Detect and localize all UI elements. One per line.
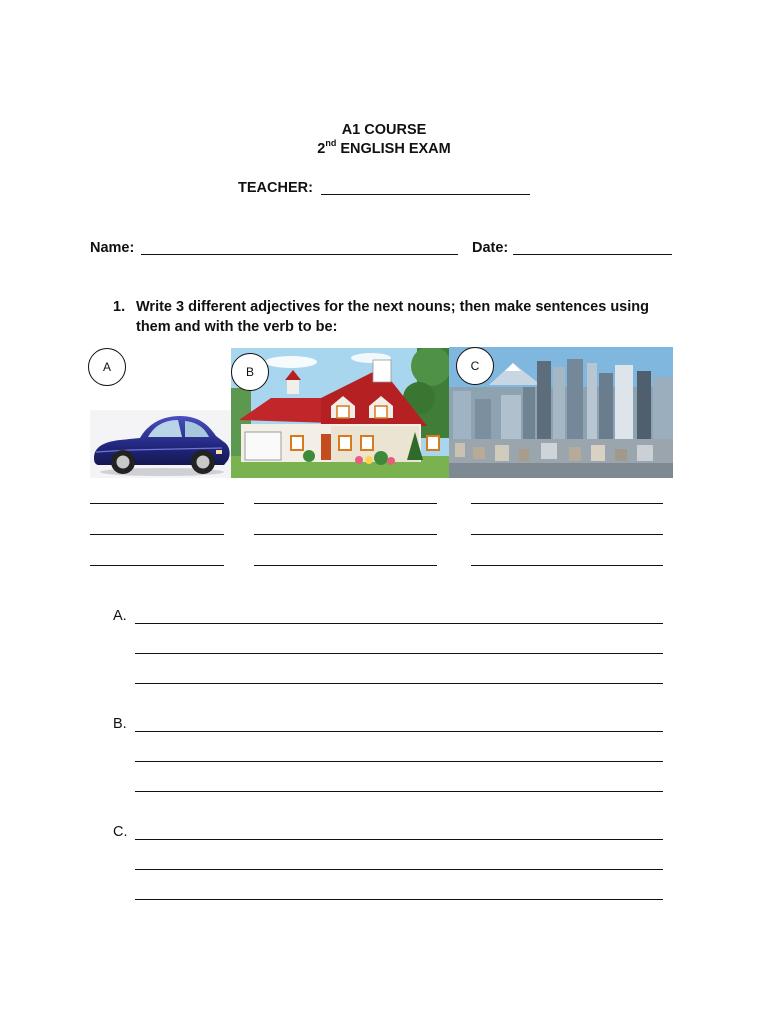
teacher-field[interactable]	[321, 194, 530, 195]
adjective-field-b2[interactable]	[254, 534, 437, 535]
date-field[interactable]	[513, 254, 672, 255]
car-image	[90, 410, 231, 478]
sentence-field-a2[interactable]	[135, 653, 663, 654]
sentence-label-c: C.	[113, 824, 128, 840]
exam-title: 2nd ENGLISH EXAM	[317, 138, 451, 157]
adjective-field-b3[interactable]	[254, 565, 437, 566]
sentence-field-a3[interactable]	[135, 683, 663, 684]
adjective-field-c3[interactable]	[471, 565, 663, 566]
picture-label-c: C	[456, 347, 494, 385]
teacher-label: TEACHER:	[238, 180, 313, 196]
sentence-field-b1[interactable]	[135, 731, 663, 732]
adjective-field-c2[interactable]	[471, 534, 663, 535]
sentence-field-c2[interactable]	[135, 869, 663, 870]
adjective-field-c1[interactable]	[471, 503, 663, 504]
adjective-field-a2[interactable]	[90, 534, 224, 535]
adjective-field-b1[interactable]	[254, 503, 437, 504]
picture-label-b: B	[231, 353, 269, 391]
question-number: 1.	[113, 299, 126, 315]
sentence-field-b3[interactable]	[135, 791, 663, 792]
question-text-line2: them and with the verb to be:	[136, 319, 338, 335]
sentence-field-a1[interactable]	[135, 623, 663, 624]
course-title: A1 COURSE	[341, 122, 427, 138]
sentence-label-a: A.	[113, 608, 127, 624]
question-text-line1: Write 3 different adjectives for the next nouns; then make sentences using	[136, 299, 649, 315]
picture-label-a: A	[88, 348, 126, 386]
sentence-label-b: B.	[113, 716, 127, 732]
name-field[interactable]	[141, 254, 458, 255]
adjective-field-a1[interactable]	[90, 503, 224, 504]
name-label: Name:	[90, 240, 135, 256]
sentence-field-c3[interactable]	[135, 899, 663, 900]
sentence-field-c1[interactable]	[135, 839, 663, 840]
date-label: Date:	[472, 240, 509, 256]
adjective-field-a3[interactable]	[90, 565, 224, 566]
sentence-field-b2[interactable]	[135, 761, 663, 762]
